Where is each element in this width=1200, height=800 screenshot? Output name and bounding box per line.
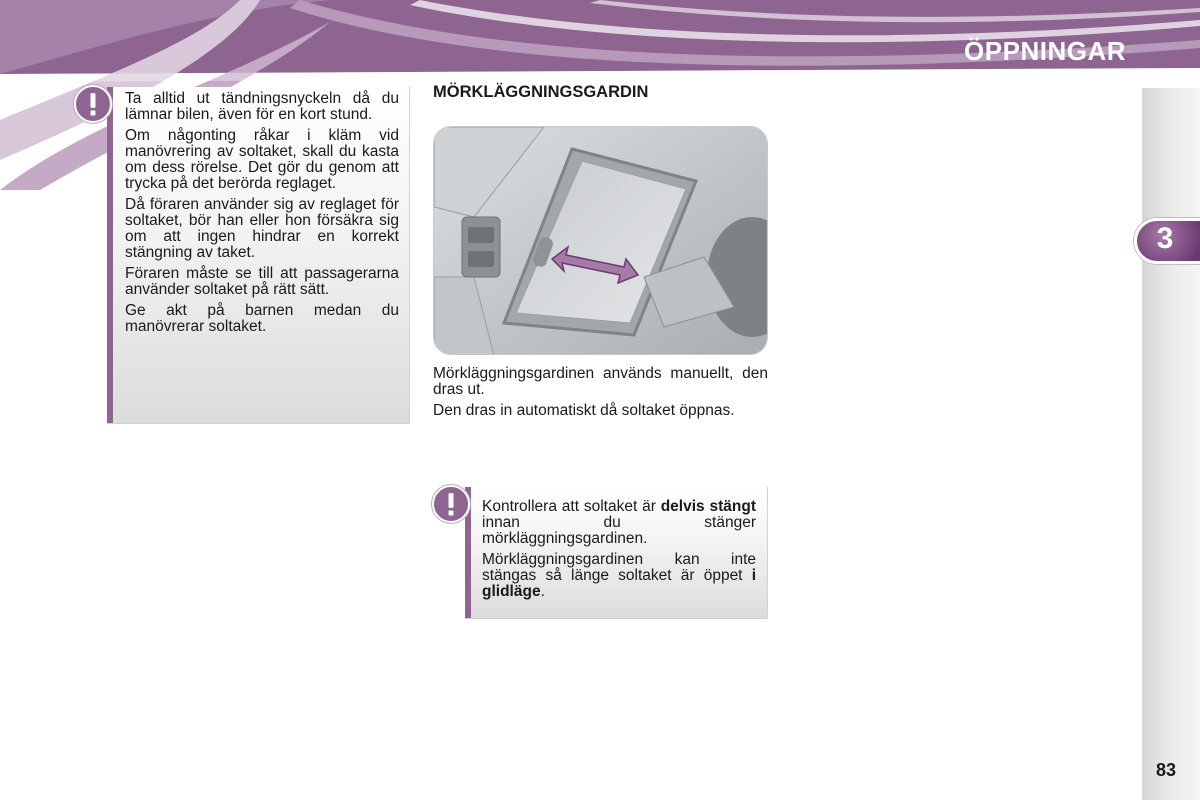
text-run: Mörkläggningsgardinen kan inte stängas så länge soltaket är öppet — [482, 551, 756, 584]
text-run: Kontrollera att soltaket är — [482, 498, 661, 515]
warning-exclamation-icon — [432, 485, 470, 523]
warning-exclamation-icon — [74, 85, 112, 123]
page-number: 83 — [1156, 760, 1177, 780]
warning-text — [125, 91, 399, 340]
warning-text — [482, 499, 756, 605]
section-title: MÖRKLÄGGNINGSGARDIN — [433, 83, 649, 101]
text-run: . — [540, 583, 545, 600]
warning-paragraph: Föraren måste se till att passagerarna använder soltaket på rätt sätt. — [125, 265, 399, 298]
warning-paragraph: Ta alltid ut tändningsnyckeln då du lämnar bilen, även för en kort stund. — [125, 90, 399, 123]
sunroof-illustration — [433, 126, 768, 355]
warning-paragraph: Om någonting råkar i kläm vid manövrering av soltaket, skall du kasta om dess rörelse. Det gör du genom att trycka på det berörda reglaget. — [125, 127, 399, 192]
warning-paragraph — [482, 552, 756, 600]
text-run: innan du stänger mörkläggningsgardinen. — [482, 514, 756, 547]
chapter-number: 3 — [1156, 222, 1174, 255]
warning-paragraph: Ge akt på barnen medan du manövrerar soltaket. — [125, 302, 399, 335]
body-paragraph: Den dras in automatiskt då soltaket öppnas. — [433, 402, 735, 419]
bold-run: i glidläge — [482, 567, 756, 600]
warning-box-1 — [107, 87, 410, 424]
warning-accent-bar — [107, 87, 113, 423]
bold-run: delvis stängt — [660, 498, 756, 515]
body-paragraph: Mörkläggningsgardinen används manuellt, den dras ut. — [433, 365, 768, 398]
warning-paragraph: Då föraren använder sig av reglaget för soltaket, bör han eller hon försäkra sig om att ingen hindrar en korrekt stängning av taket. — [125, 196, 399, 261]
warning-paragraph — [482, 499, 756, 547]
section-body — [433, 366, 768, 424]
side-margin-strip — [1142, 88, 1200, 800]
chapter-title: ÖPPNINGAR — [964, 36, 1126, 66]
warning-box-2 — [465, 487, 768, 619]
